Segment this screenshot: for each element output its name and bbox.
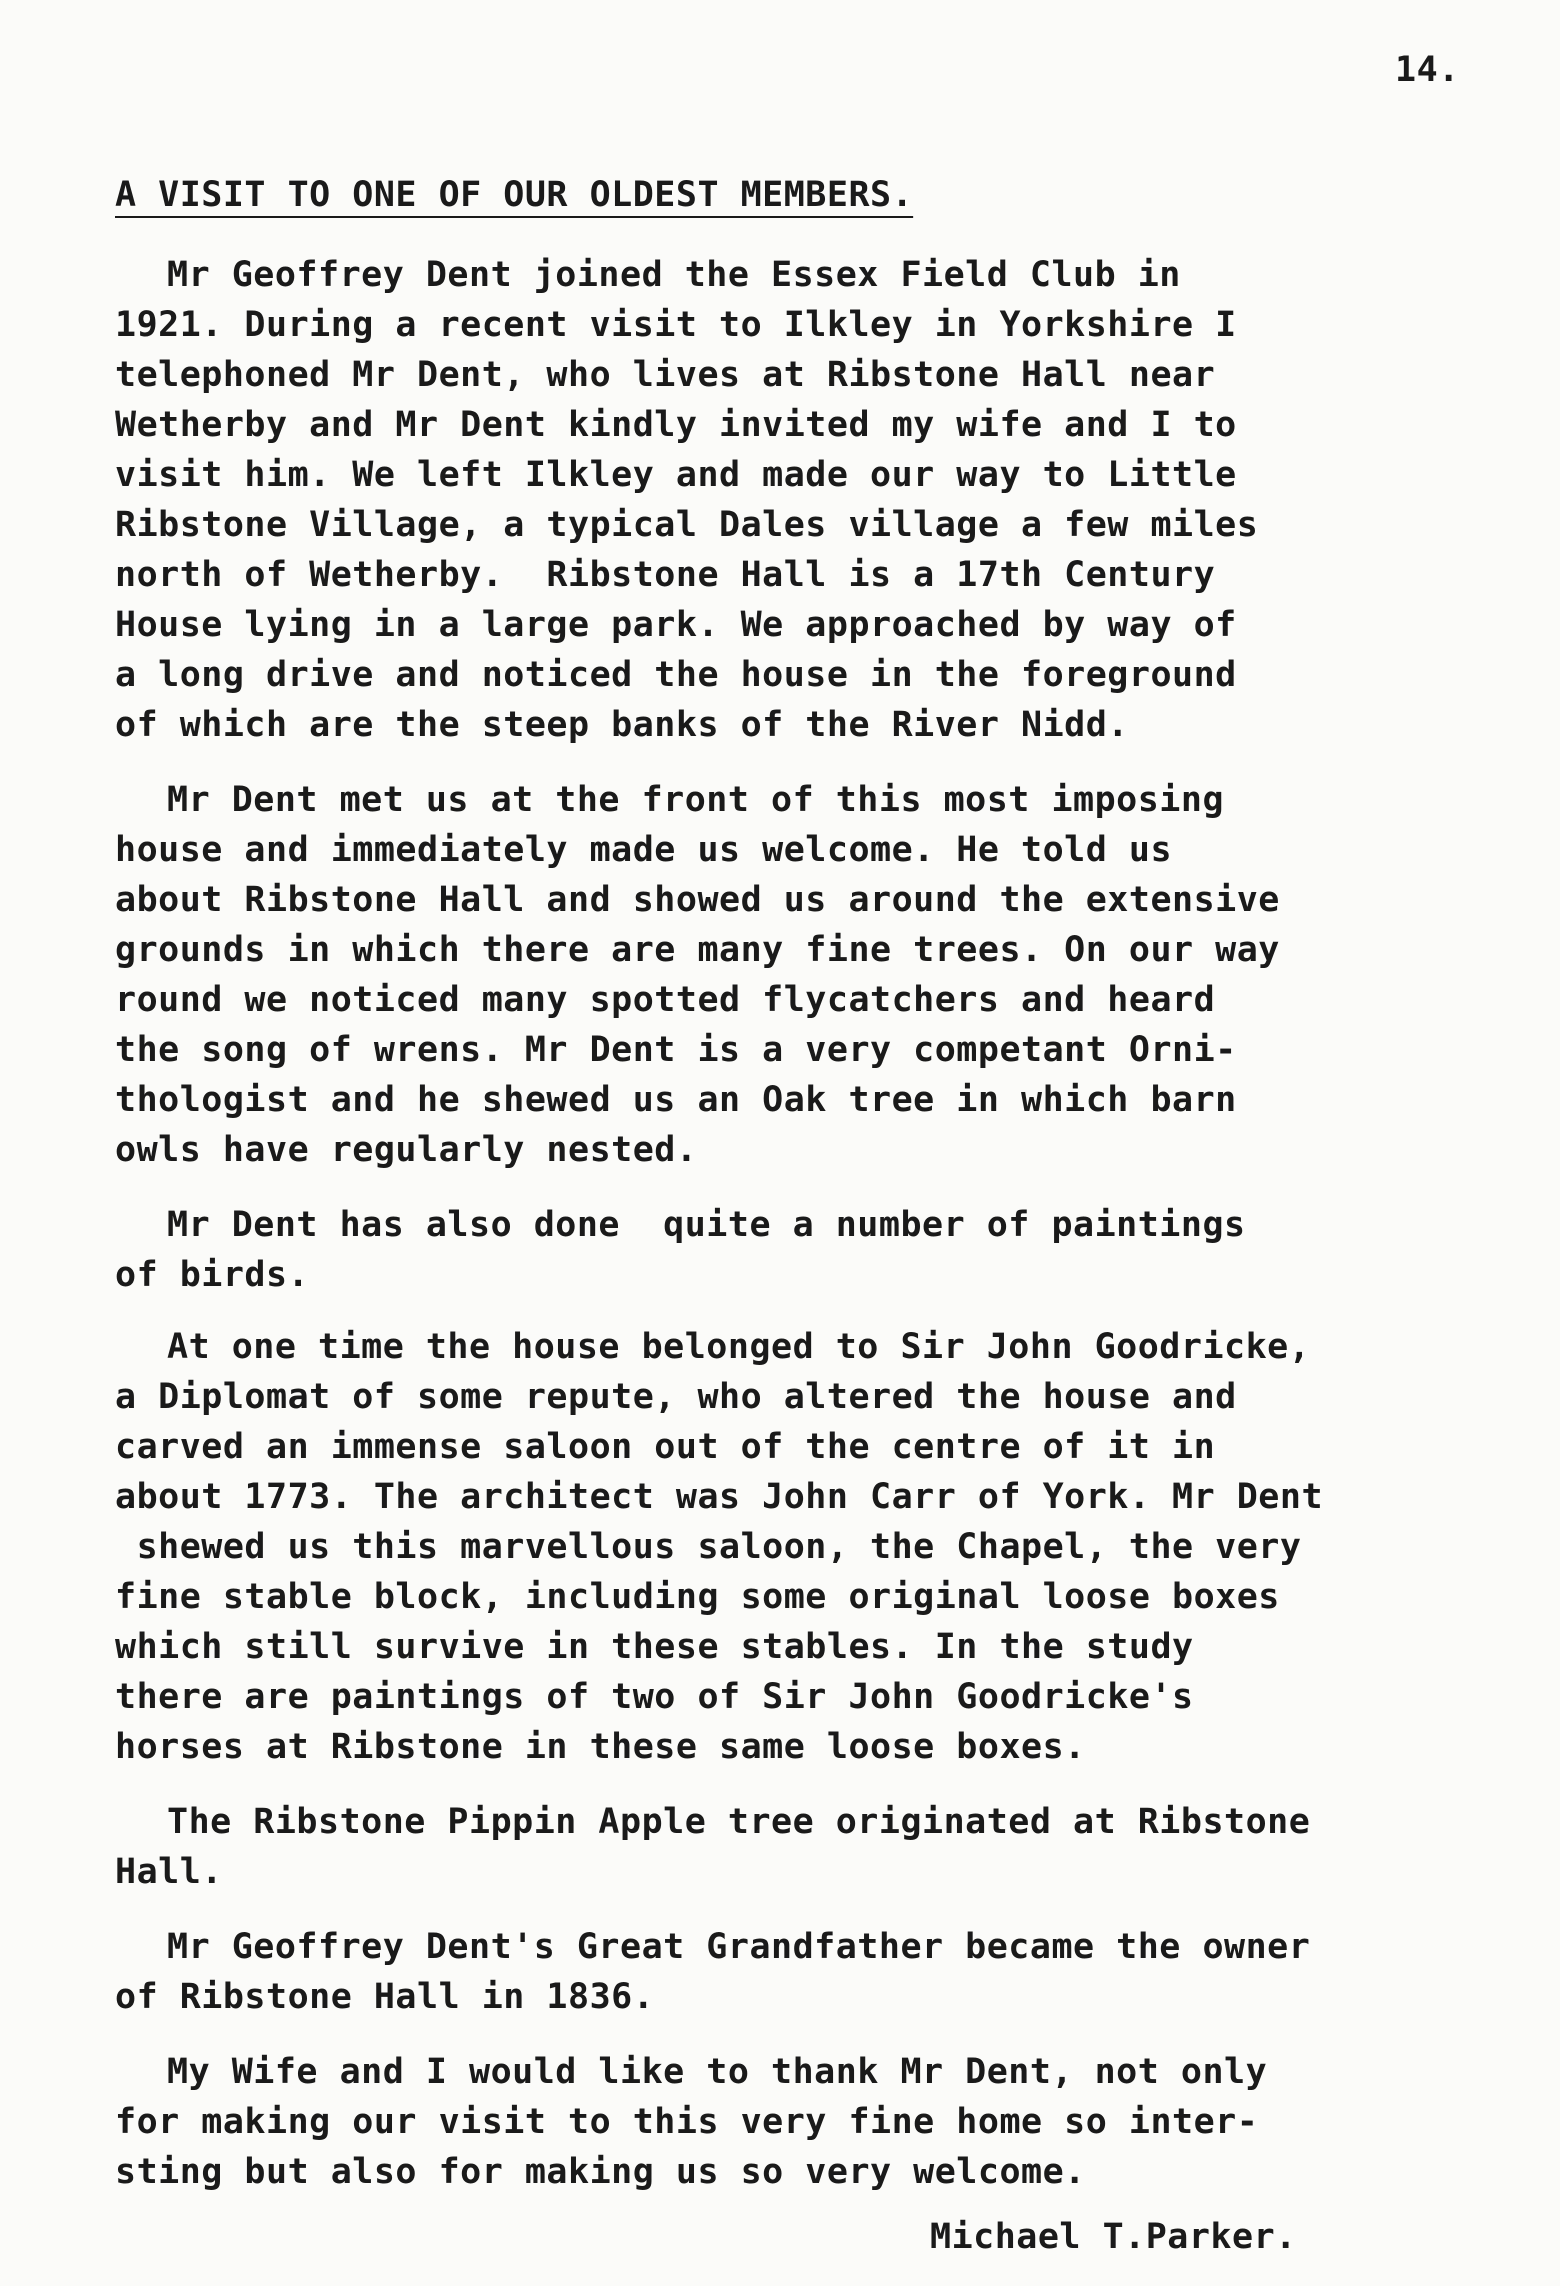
text-line: house and immediately made us welcome. He told us [115, 830, 1173, 870]
text-line: House lying in a large park. We approached by way of [115, 605, 1237, 645]
text-line: of which are the steep banks of the River Nidd. [115, 705, 1129, 745]
text-line: carved an immense saloon out of the centre of it in [115, 1427, 1216, 1467]
text-line: there are paintings of two of Sir John Goodricke's [115, 1677, 1194, 1717]
page-number: 14. [1395, 50, 1460, 90]
text-line: 1921. During a recent visit to Ilkley in Yorkshire I [115, 305, 1237, 345]
text-line: about 1773. The architect was John Carr of York. Mr Dent [115, 1477, 1324, 1517]
author-signature: Michael T.Parker. [930, 2217, 1297, 2257]
text-line: of Ribstone Hall in 1836. [115, 1977, 655, 2017]
text-line: Mr Geoffrey Dent joined the Essex Field Club in [167, 255, 1181, 295]
text-line: thologist and he shewed us an Oak tree in which barn [115, 1080, 1237, 1120]
text-line: shewed us this marvellous saloon, the Chapel, the very [115, 1527, 1302, 1567]
text-line: which still survive in these stables. In the study [115, 1627, 1194, 1667]
text-line: Wetherby and Mr Dent kindly invited my wife and I to [115, 405, 1237, 445]
text-line: Hall. [115, 1852, 223, 1892]
text-line: horses at Ribstone in these same loose boxes. [115, 1727, 1086, 1767]
text-line: north of Wetherby. Ribstone Hall is a 17th Century [115, 555, 1216, 595]
text-line: Ribstone Village, a typical Dales village a few miles [115, 505, 1259, 545]
text-line: The Ribstone Pippin Apple tree originated at Ribstone [167, 1802, 1311, 1842]
article-title: A VISIT TO ONE OF OUR OLDEST MEMBERS. [115, 175, 914, 215]
text-line: of birds. [115, 1255, 310, 1295]
text-line: round we noticed many spotted flycatchers and heard [115, 980, 1216, 1020]
text-line: Mr Dent has also done quite a number of paintings [167, 1205, 1246, 1245]
text-line: Mr Dent met us at the front of this most imposing [167, 780, 1225, 820]
text-line: sting but also for making us so very welcome. [115, 2152, 1086, 2192]
text-line: visit him. We left Ilkley and made our way to Little [115, 455, 1237, 495]
text-line: fine stable block, including some original loose boxes [115, 1577, 1280, 1617]
text-line: a Diplomat of some repute, who altered the house and [115, 1377, 1237, 1417]
text-line: the song of wrens. Mr Dent is a very competant Orni- [115, 1030, 1237, 1070]
text-line: At one time the house belonged to Sir John Goodricke, [167, 1327, 1311, 1367]
text-line: owls have regularly nested. [115, 1130, 698, 1170]
text-line: telephoned Mr Dent, who lives at Ribstone Hall near [115, 355, 1216, 395]
text-line: for making our visit to this very fine home so inter- [115, 2102, 1259, 2142]
text-line: grounds in which there are many fine trees. On our way [115, 930, 1280, 970]
text-line: Mr Geoffrey Dent's Great Grandfather became the owner [167, 1927, 1311, 1967]
text-line: about Ribstone Hall and showed us around the extensive [115, 880, 1280, 920]
text-line: My Wife and I would like to thank Mr Dent, not only [167, 2052, 1268, 2092]
text-line: a long drive and noticed the house in the foreground [115, 655, 1237, 695]
